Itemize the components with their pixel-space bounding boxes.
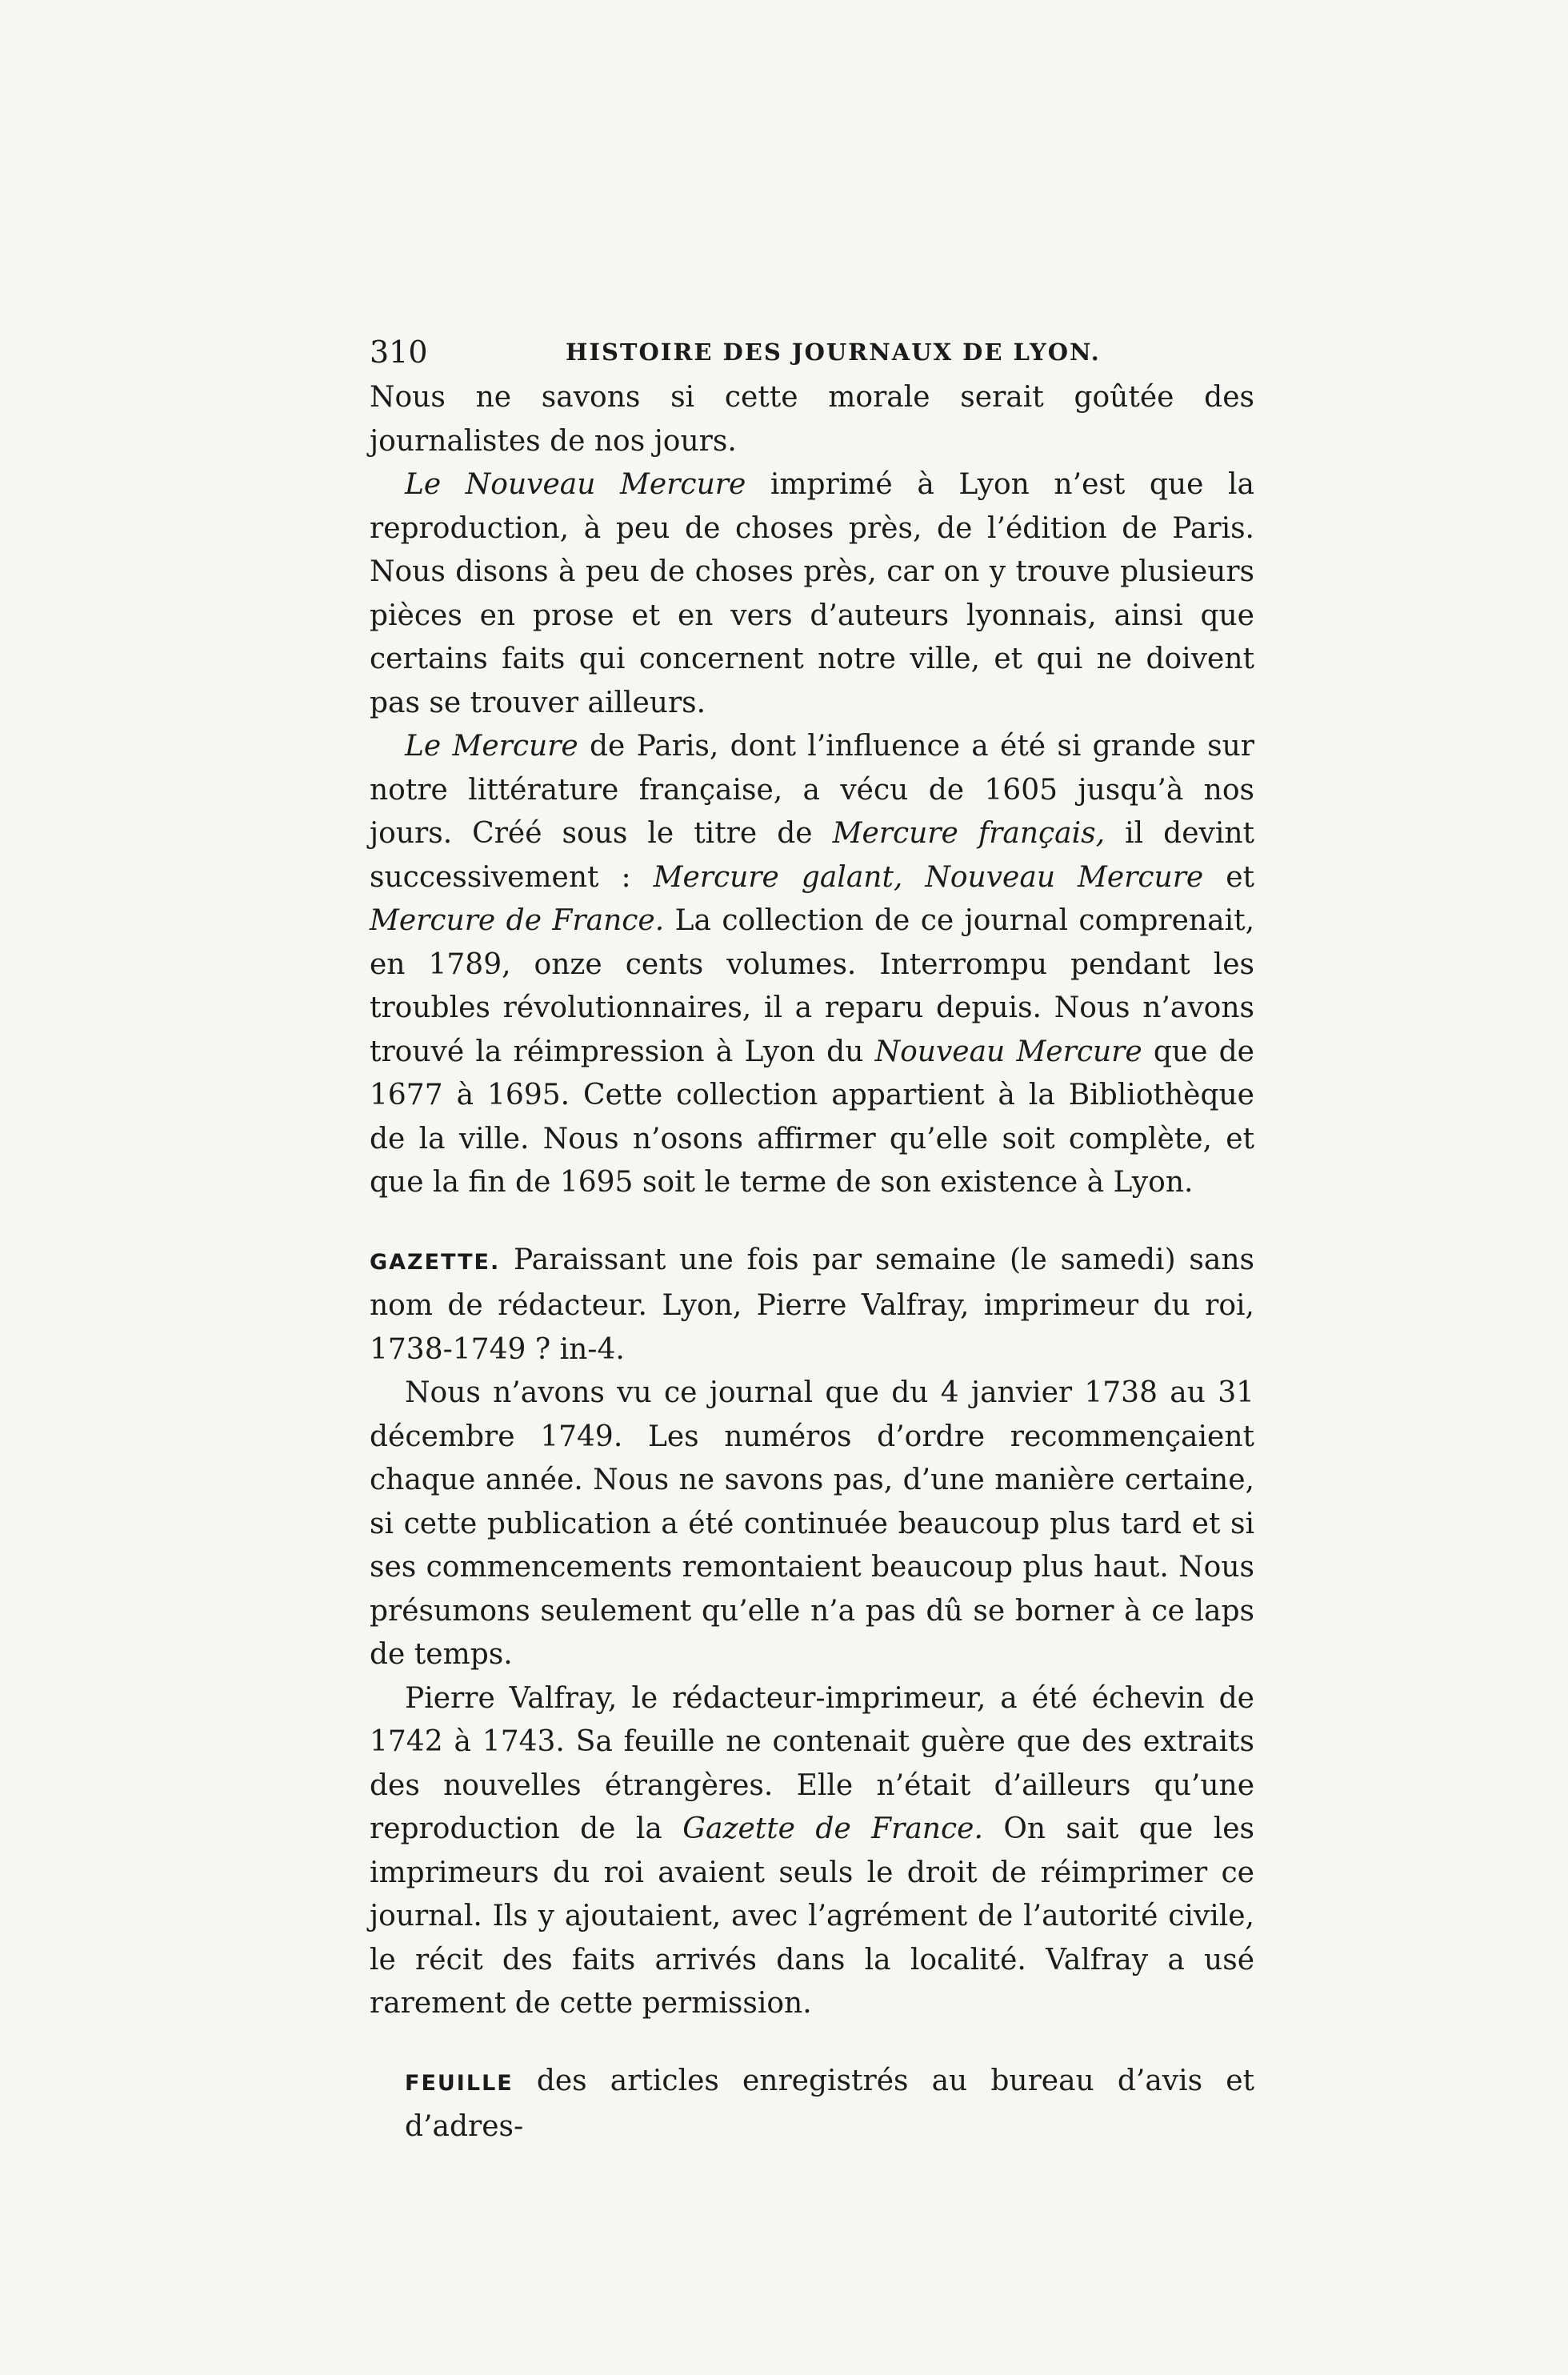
entry-heading: FEUILLE — [405, 2070, 514, 2096]
journal-title: Mercure galant, Nouveau Mercure — [653, 860, 1204, 894]
entry-heading: GAZETTE. — [370, 1249, 501, 1275]
paragraph-valfray: Pierre Valfray, le rédacteur-imprimeur, a été échevin de 1742 à 1743. Sa feuille ne contenait guère que des extraits des nouvelles étrangères. Elle n’était d’ailleurs qu’une reproduction de la Gazette de France. On sait que les imprimeurs du roi avaient seuls le droit de réimprimer ce journal. Ils y ajoutaient, avec l’agrément de l’autorité civile, le récit des faits arrivés dans la localité. Valfray a usé rarement de cette permission. — [370, 1681, 1254, 2020]
journal-title: Mercure de France. — [370, 904, 665, 937]
journal-title: Le Mercure — [405, 730, 578, 763]
paragraph-mercure-de-paris: Le Mercure de Paris, dont l’influence a été si grande sur notre littérature française, a vécu de 1605 jusqu’à nos jours. Créé sous le titre de Mercure français, il devint successivement : Mercure galant, Nouveau Mercure et Mercure de France. La collection de ce journal comprenait, en 1789, onze cents volumes. Interrompu pendant les troubles révolutionnaires, il a reparu depuis. Nous n’avons trouvé la réimpression à Lyon du Nouveau Mercure que de 1677 à 1695. Cette collection appartient à la Bibliothèque de la ville. Nous n’osons affirmer qu’elle soit complète, et que la fin de 1695 soit le terme de son existence à Lyon. — [370, 730, 1255, 1199]
journal-title: Nouveau Mercure — [874, 1035, 1142, 1068]
entry-gazette-description: GAZETTE. Paraissant une fois par semaine (le samedi) sans nom de rédacteur. Lyon, Pierre Valfray, imprimeur du roi, 1738-1749 ? in-4. — [370, 1243, 1254, 1366]
page-number: 310 — [370, 334, 428, 370]
journal-title: Le Nouveau Mercure — [405, 468, 746, 501]
journal-title: Mercure français, — [832, 817, 1106, 850]
paragraph-morale: Nous ne savons si cette morale serait goûtée des journalistes de nos jours. — [370, 381, 1254, 458]
book-page — [370, 328, 1254, 2149]
paragraph-gazette-dates: Nous n’avons vu ce journal que du 4 janvier 1738 au 31 décembre 1749. Les numéros d’ordre recommençaient chaque année. Nous ne savons pas, d’une manière certaine, si cette publication a été continuée beaucoup plus tard et si ses commencements remontaient beaucoup plus haut. Nous présumons seulement qu’elle n’a pas dû se borner à ce laps de temps. — [370, 1376, 1254, 1671]
paragraph-nouveau-mercure: Le Nouveau Mercure imprimé à Lyon n’est que la reproduction, à peu de choses près, de l’édition de Paris. Nous disons à peu de choses près, car on y trouve plusieurs pièces en prose et en vers d’auteurs lyonnais, ainsi que certains faits qui concernent notre ville, et qui ne doivent pas se trouver ailleurs. — [370, 468, 1254, 719]
entry-gazette — [370, 1239, 1254, 2026]
entry-feuille-description: FEUILLE des articles enregistrés au bureau d’avis et d’adres- — [405, 2064, 1254, 2143]
main-text — [370, 376, 1254, 2149]
running-title: HISTOIRE DES JOURNAUX DE LYON. — [566, 338, 1101, 366]
journal-title: Gazette de France. — [682, 1812, 983, 1845]
entry-feuille — [370, 2060, 1254, 2149]
running-head — [370, 328, 1254, 376]
